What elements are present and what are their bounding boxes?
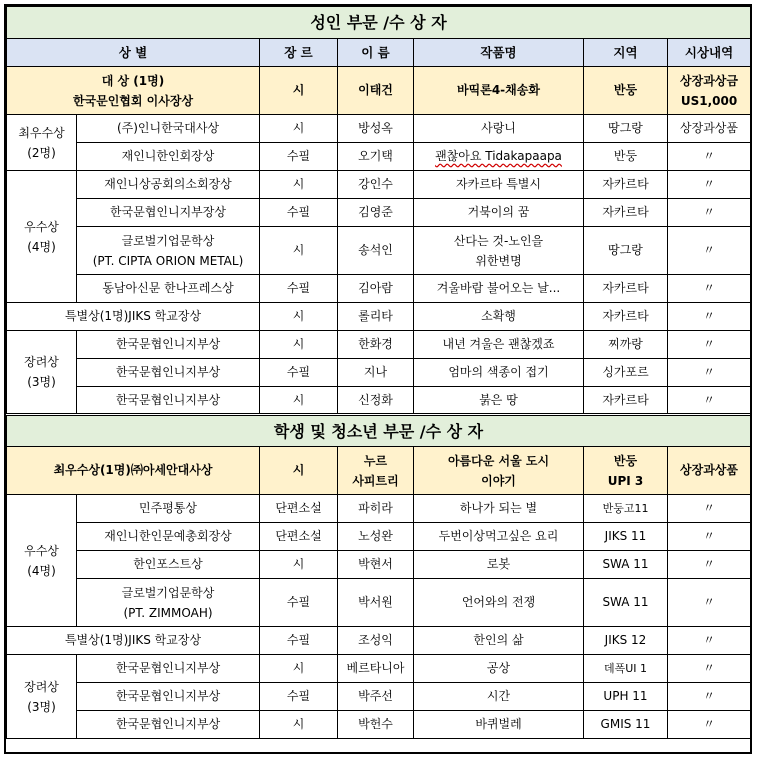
prize: 〃 bbox=[668, 495, 751, 523]
region: 싱가포르 bbox=[584, 359, 668, 387]
group-label bbox=[7, 171, 77, 303]
student-top-row bbox=[7, 447, 751, 495]
region: SWA 11 bbox=[584, 551, 668, 579]
genre: 수필 bbox=[260, 683, 338, 711]
genre: 시 bbox=[260, 655, 338, 683]
table-row bbox=[7, 227, 751, 275]
group-label-line1: 최우수상 bbox=[18, 125, 65, 140]
winner-name: 박서원 bbox=[338, 579, 414, 627]
group-label-line2: (4명) bbox=[27, 239, 56, 254]
group-label-line2: (3명) bbox=[27, 699, 56, 714]
adult-header-row bbox=[7, 39, 751, 67]
work-title bbox=[414, 143, 584, 171]
grand-genre: 시 bbox=[260, 67, 338, 115]
grand-prize-label bbox=[7, 67, 260, 115]
work-title: 겨울바람 불어오는 날... bbox=[414, 275, 584, 303]
award-name bbox=[77, 579, 260, 627]
winner-name: 방성옥 bbox=[338, 115, 414, 143]
work-title: 자카르타 특별시 bbox=[414, 171, 584, 199]
group-label-line1: 우수상 bbox=[24, 219, 59, 234]
region: JIKS 11 bbox=[584, 523, 668, 551]
genre: 시 bbox=[260, 115, 338, 143]
genre: 시 bbox=[260, 551, 338, 579]
group-label bbox=[7, 655, 77, 739]
winner-name: 노성완 bbox=[338, 523, 414, 551]
region: 자카르타 bbox=[584, 199, 668, 227]
table-row bbox=[7, 199, 751, 227]
award-name: 한국문협인니지부상 bbox=[77, 683, 260, 711]
region: 자카르타 bbox=[584, 275, 668, 303]
student-top-work-line2: 이야기 bbox=[481, 473, 516, 488]
prize: 〃 bbox=[668, 303, 751, 331]
prize: 〃 bbox=[668, 143, 751, 171]
winner-name: 파히라 bbox=[338, 495, 414, 523]
grand-prize-line1: 대 상 (1명) bbox=[101, 73, 165, 88]
winner-name: 김영준 bbox=[338, 199, 414, 227]
header-prize: 시상내역 bbox=[668, 39, 751, 67]
work-title: 엄마의 색종이 접기 bbox=[414, 359, 584, 387]
header-genre: 장 르 bbox=[260, 39, 338, 67]
work-title: 시간 bbox=[414, 683, 584, 711]
winner-name: 박현서 bbox=[338, 551, 414, 579]
genre: 수필 bbox=[260, 143, 338, 171]
genre: 시 bbox=[260, 171, 338, 199]
winner-name: 오기택 bbox=[338, 143, 414, 171]
table-row bbox=[7, 171, 751, 199]
header-name: 이 름 bbox=[338, 39, 414, 67]
region: 땅그랑 bbox=[584, 115, 668, 143]
group-label-line1: 장려상 bbox=[24, 355, 59, 369]
winner-name: 박주선 bbox=[338, 683, 414, 711]
student-top-region bbox=[584, 447, 668, 495]
award-name: 한국문협인니지부상 bbox=[77, 331, 260, 359]
prize: 상장과상품 bbox=[668, 115, 751, 143]
group-label-line2: (3명) bbox=[27, 375, 56, 389]
winner-name: 강인수 bbox=[338, 171, 414, 199]
work-title-line2: 위한변명 bbox=[475, 253, 522, 268]
region: 자카르타 bbox=[584, 171, 668, 199]
group-label-line1: 우수상 bbox=[24, 543, 59, 558]
award-name-line1: 글로벌기업문학상 bbox=[121, 585, 215, 600]
group-label-line2: (2명) bbox=[27, 145, 56, 160]
work-title: 사랑니 bbox=[414, 115, 584, 143]
genre: 수필 bbox=[260, 579, 338, 627]
genre: 시 bbox=[260, 303, 338, 331]
award-name: 한국문협인니지부상 bbox=[77, 359, 260, 387]
work-title-line1: 산다는 것-노인을 bbox=[453, 233, 544, 248]
winner-name: 송석인 bbox=[338, 227, 414, 275]
award-name: 한인포스트상 bbox=[77, 551, 260, 579]
award-name-line1: 글로벌기업문학상 bbox=[121, 233, 215, 248]
grand-name: 이태건 bbox=[338, 67, 414, 115]
awards-table-frame bbox=[4, 4, 752, 754]
region: GMIS 11 bbox=[584, 711, 668, 739]
region: 데폭UI 1 bbox=[584, 655, 668, 683]
student-top-work bbox=[414, 447, 584, 495]
winner-name: 신정화 bbox=[338, 387, 414, 415]
prize: 〃 bbox=[668, 711, 751, 739]
student-top-genre: 시 bbox=[260, 447, 338, 495]
prize: 〃 bbox=[668, 655, 751, 683]
grand-work: 바띡론4-채송화 bbox=[414, 67, 584, 115]
genre: 수필 bbox=[260, 359, 338, 387]
genre: 시 bbox=[260, 227, 338, 275]
region: UPH 11 bbox=[584, 683, 668, 711]
table-row bbox=[7, 495, 751, 523]
award-name: 재인니한인문예총회장상 bbox=[77, 523, 260, 551]
work-title: 소확행 bbox=[414, 303, 584, 331]
prize: 〃 bbox=[668, 627, 751, 655]
prize: 〃 bbox=[668, 579, 751, 627]
table-row bbox=[7, 143, 751, 171]
grand-region: 반둥 bbox=[584, 67, 668, 115]
table-row bbox=[7, 655, 751, 683]
work-title: 로봇 bbox=[414, 551, 584, 579]
region: JIKS 12 bbox=[584, 627, 668, 655]
genre: 단편소설 bbox=[260, 495, 338, 523]
work-title: 언어와의 전쟁 bbox=[414, 579, 584, 627]
winner-name: 한화경 bbox=[338, 331, 414, 359]
award-name: 한국문협인니지부상 bbox=[77, 655, 260, 683]
prize: 〃 bbox=[668, 523, 751, 551]
student-top-prize: 상장과상품 bbox=[668, 447, 751, 495]
winner-name: 조성익 bbox=[338, 627, 414, 655]
group-label bbox=[7, 495, 77, 627]
winner-name: 롤리타 bbox=[338, 303, 414, 331]
group-label bbox=[7, 115, 77, 171]
table-row bbox=[7, 331, 751, 359]
work-title: 바퀴벌레 bbox=[414, 711, 584, 739]
winner-name: 김아람 bbox=[338, 275, 414, 303]
region: SWA 11 bbox=[584, 579, 668, 627]
award-name: 한국문협인니지부상 bbox=[77, 387, 260, 415]
winner-name: 지나 bbox=[338, 359, 414, 387]
prize: 〃 bbox=[668, 683, 751, 711]
work-title bbox=[414, 227, 584, 275]
award-name: 한국문협인니지부장상 bbox=[77, 199, 260, 227]
student-top-region-line2: UPI 3 bbox=[607, 473, 644, 488]
table-row bbox=[7, 275, 751, 303]
work-title: 내년 겨울은 괜찮겠죠 bbox=[414, 331, 584, 359]
prize: 〃 bbox=[668, 171, 751, 199]
group-label bbox=[7, 331, 77, 415]
genre: 시 bbox=[260, 387, 338, 415]
work-title: 거북이의 꿈 bbox=[414, 199, 584, 227]
genre: 수필 bbox=[260, 627, 338, 655]
student-top-name-line1: 누르 bbox=[363, 453, 388, 468]
genre: 시 bbox=[260, 711, 338, 739]
table-row bbox=[7, 115, 751, 143]
group-label-line2: (4명) bbox=[27, 563, 56, 578]
table-row bbox=[7, 683, 751, 711]
region: 땅그랑 bbox=[584, 227, 668, 275]
grand-prize-line2: 한국문인협회 이사장상 bbox=[72, 93, 194, 108]
prize: 〃 bbox=[668, 227, 751, 275]
grand-prize-row bbox=[7, 67, 751, 115]
student-section-title: 학생 및 청소년 부문 /수 상 자 bbox=[7, 415, 751, 447]
prize: 〃 bbox=[668, 331, 751, 359]
adult-section-title: 성인 부문 /수 상 자 bbox=[7, 7, 751, 39]
genre: 수필 bbox=[260, 275, 338, 303]
table-row bbox=[7, 387, 751, 415]
work-title: 붉은 땅 bbox=[414, 387, 584, 415]
work-title: 두번이상먹고싶은 요리 bbox=[414, 523, 584, 551]
prize: 〃 bbox=[668, 359, 751, 387]
work-title: 공상 bbox=[414, 655, 584, 683]
genre: 시 bbox=[260, 331, 338, 359]
table-row bbox=[7, 579, 751, 627]
award-name: 민주평통상 bbox=[77, 495, 260, 523]
table-row bbox=[7, 627, 751, 655]
table-row bbox=[7, 711, 751, 739]
winner-name: 베르타니아 bbox=[338, 655, 414, 683]
award-name-line2: (PT. CIPTA ORION METAL) bbox=[92, 253, 244, 268]
award-name: 재인니상공회의소회장상 bbox=[77, 171, 260, 199]
award-name: 한국문협인니지부상 bbox=[77, 711, 260, 739]
genre: 단편소설 bbox=[260, 523, 338, 551]
winner-name: 박헌수 bbox=[338, 711, 414, 739]
table-row bbox=[7, 359, 751, 387]
award-name: (주)인니한국대사상 bbox=[77, 115, 260, 143]
table-row bbox=[7, 303, 751, 331]
award-name: 동남아신문 한나프레스상 bbox=[77, 275, 260, 303]
award-name-line2: (PT. ZIMMOAH) bbox=[123, 605, 213, 620]
student-top-name-line2: 사피트리 bbox=[352, 473, 399, 488]
award-name bbox=[77, 227, 260, 275]
prize: 〃 bbox=[668, 387, 751, 415]
student-top-work-line1: 아름다운 서울 도시 bbox=[447, 453, 550, 468]
grand-prize-value bbox=[668, 67, 751, 115]
awards-table bbox=[6, 6, 751, 739]
student-top-region-line1: 반둥 bbox=[613, 453, 638, 468]
genre: 수필 bbox=[260, 199, 338, 227]
region: 반둥고11 bbox=[584, 495, 668, 523]
work-title: 한인의 삶 bbox=[414, 627, 584, 655]
grand-prize-value2: US1,000 bbox=[680, 93, 738, 108]
region: 자카르타 bbox=[584, 387, 668, 415]
work-title-text: 괜찮아요 Tidakapaapa bbox=[435, 149, 562, 163]
header-region: 지역 bbox=[584, 39, 668, 67]
region: 자카르타 bbox=[584, 303, 668, 331]
region: 찌까랑 bbox=[584, 331, 668, 359]
student-top-name bbox=[338, 447, 414, 495]
special-award-label: 특별상(1명)JIKS 학교장상 bbox=[7, 627, 260, 655]
table-row bbox=[7, 551, 751, 579]
prize: 〃 bbox=[668, 199, 751, 227]
prize: 〃 bbox=[668, 551, 751, 579]
header-category: 상 별 bbox=[7, 39, 260, 67]
table-row bbox=[7, 523, 751, 551]
special-award-label: 특별상(1명)JIKS 학교장상 bbox=[7, 303, 260, 331]
award-name: 재인니한인회장상 bbox=[77, 143, 260, 171]
grand-prize-value1: 상장과상금 bbox=[680, 73, 738, 88]
group-label-line1: 장려상 bbox=[24, 679, 59, 694]
prize: 〃 bbox=[668, 275, 751, 303]
student-top-label: 최우수상(1명)㈜아세안대사상 bbox=[7, 447, 260, 495]
region: 반둥 bbox=[584, 143, 668, 171]
header-work: 작품명 bbox=[414, 39, 584, 67]
work-title: 하나가 되는 별 bbox=[414, 495, 584, 523]
